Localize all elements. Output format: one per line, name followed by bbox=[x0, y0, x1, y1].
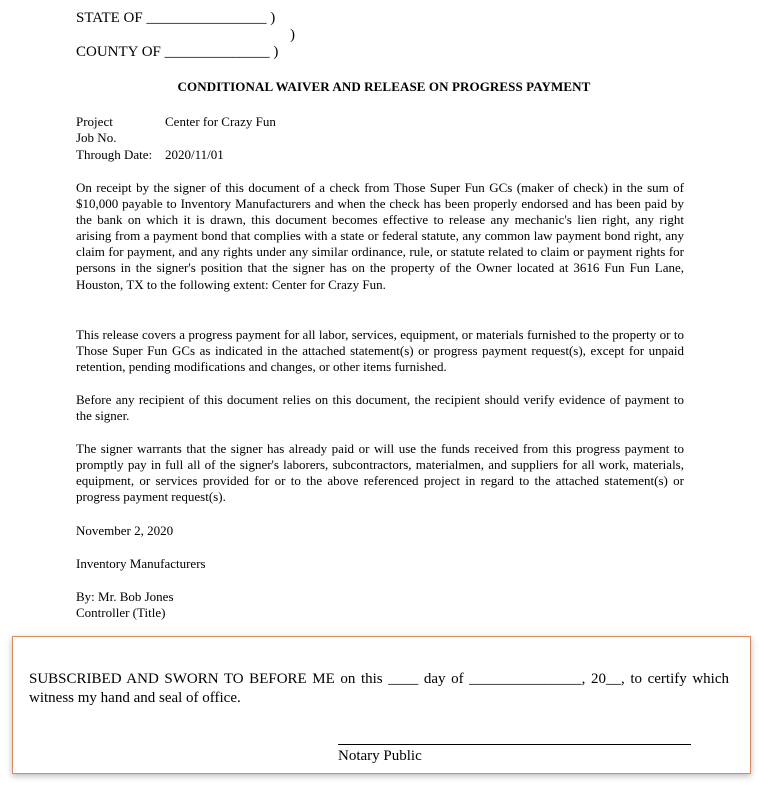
verification-paragraph: Before any recipient of this document relies on this document, the recipient should verify evidence of payment to the signer. bbox=[76, 392, 684, 424]
coverage-paragraph: This release covers a progress payment for all labor, services, equipment, or materials furnished to the property or to Those Super Fun GCs as indicated in the attached statement(s) or progress payment request(s), except for unpaid retention, pending modifications and changes, or other items furnished. bbox=[76, 327, 684, 375]
through-date-label: Through Date: bbox=[76, 147, 153, 162]
state-line: STATE OF ________________ ) bbox=[76, 10, 276, 26]
project-row bbox=[76, 114, 276, 130]
notary-section bbox=[12, 636, 751, 774]
job-row bbox=[76, 130, 116, 146]
through-date-value: 2020/11/01 bbox=[165, 147, 224, 162]
notary-public-label: Notary Public bbox=[338, 748, 422, 764]
project-label: Project bbox=[76, 114, 113, 129]
notary-signature-line bbox=[338, 744, 691, 745]
signer-title: Controller (Title) bbox=[76, 605, 166, 620]
county-line: COUNTY OF ______________ ) bbox=[76, 44, 279, 60]
signer-company: Inventory Manufacturers bbox=[76, 556, 206, 571]
through-date-row bbox=[76, 147, 224, 163]
signature-date: November 2, 2020 bbox=[76, 523, 174, 538]
job-label: Job No. bbox=[76, 130, 117, 145]
signer-name: By: Mr. Bob Jones bbox=[76, 589, 174, 604]
warranty-paragraph: The signer warrants that the signer has already paid or will use the funds received from this progress payment to promptly pay in full all of the signer's laborers, subcontractors, materialmen, and suppliers for all work, materials, equipment, or services provided for or to the above referenced project in regard to the attached statement(s) or progress payment request(s). bbox=[76, 441, 684, 505]
release-paragraph: On receipt by the signer of this document of a check from Those Super Fun GCs (maker of check) in the sum of $10,000 payable to Inventory Manufacturers and when the check has been properly endorsed and has been paid by the bank on which it is drawn, this document becomes effective to release any mechanic's lien right, any right arising from a payment bond that complies with a state or federal statute, any common law payment bond right, any claim for payment, and any rights under any similar ordinance, rule, or statute related to claim or payment rights for persons in the signer's position that the signer has on the property of the Owner located at 3616 Fun Fun Lane, Houston, TX to the following extent: Center for Crazy Fun. bbox=[76, 180, 684, 292]
venue-bracket: ) bbox=[290, 27, 295, 43]
notary-statement: SUBSCRIBED AND SWORN TO BEFORE ME on this ____ day of _______________, 20__, to certify which witness my hand and seal of office. bbox=[29, 671, 729, 706]
project-value: Center for Crazy Fun bbox=[165, 114, 276, 129]
document-title: CONDITIONAL WAIVER AND RELEASE ON PROGRESS PAYMENT bbox=[177, 79, 591, 94]
